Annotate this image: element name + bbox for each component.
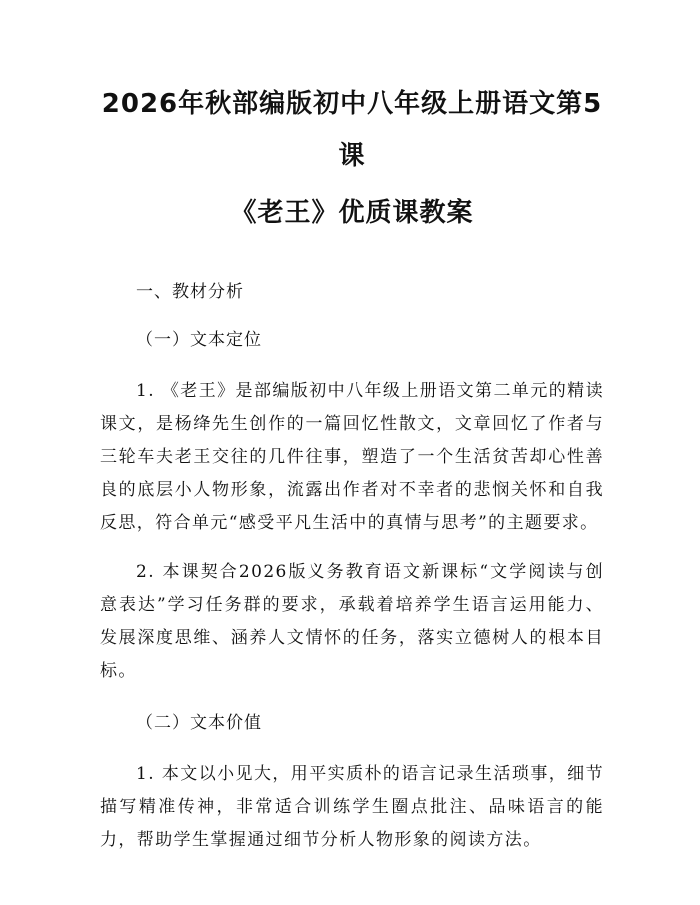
document-title-line-2: 《老王》优质课教案 — [230, 198, 474, 228]
subsection-heading-text-position: （一）文本定位 — [136, 330, 262, 350]
paragraph-text-value-1: 1. 本文以小见大，用平实质朴的语言记录生活琐事，细节描写精准传神，非常适合训练学生圈点批注、品味语言的能力，帮助学生掌握通过细节分析人物形象的阅读方法。 — [100, 764, 604, 850]
paragraph-text-position-2: 2. 本课契合2026版义务教育语文新课标“文学阅读与创意表达”学习任务群的要求，承载着培养学生语言运用能力、发展深度思维、涵养人文情怀的任务，落实立德树人的根本目标。 — [100, 562, 604, 681]
section-heading-teaching-analysis: 一、教材分析 — [136, 282, 244, 302]
subsection-heading-text-value: （二）文本价值 — [136, 713, 262, 733]
document-title-line-1: 2026年秋部编版初中八年级上册语文第5课 — [101, 89, 603, 171]
paragraph-text-position-1: 1. 《老王》是部编版初中八年级上册语文第二单元的精读课文，是杨绛先生创作的一篇回忆性散文，文章回忆了作者与三轮车夫老王交往的几件往事，塑造了一个生活贫苦却心性善良的底层小人物形象，流露出作者对不幸者的悲悯关怀和自我反思，符合单元“感受平凡生活中的真情与思考”的主题要求。 — [100, 381, 604, 533]
